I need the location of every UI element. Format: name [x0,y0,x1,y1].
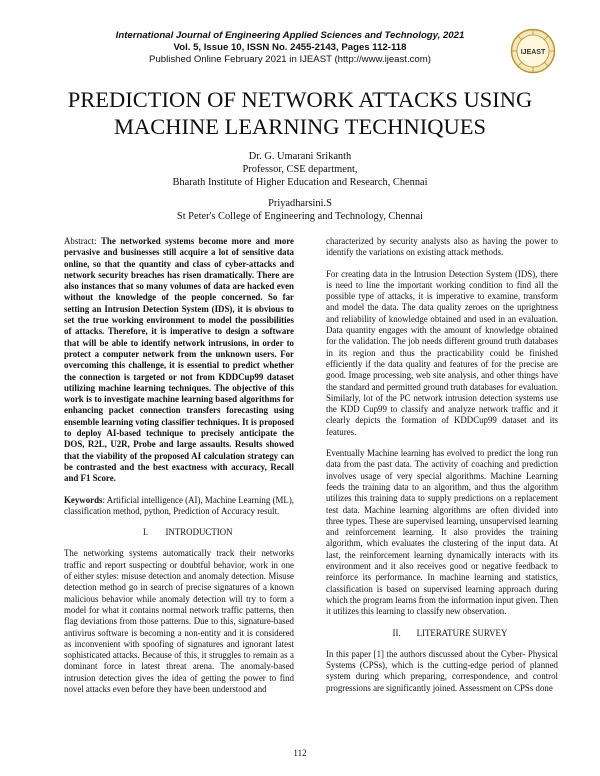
journal-volume: Vol. 5, Issue 10, ISSN No. 2455-2143, Pages 112-118 [173,42,407,53]
abstract-label: Abstract: [64,236,101,246]
keywords-label: Keywords [64,494,103,505]
right-column [326,236,558,704]
journal-published: Published Online February 2021 in IJEAST (http://www.ijeast.com) [149,54,431,65]
journal-title: International Journal of Engineering Applied Sciences and Technology, 2021 [115,30,465,41]
paper-title-line1: PREDICTION OF NETWORK ATTACKS USING [67,87,533,112]
paragraph-ids-data: For creating data in the Intrusion Detection System (IDS), there is need to line the important working condition to find all the possible type of attacks, it is imperative to examine, transform and model the data. The data quality zeroes on the uprightness and reliability of knowledge obtained and used in an evaluation. Data quantity engages with the amount of knowledge obtained for the validation. The job needs different ground truth databases in its region and thus the practicability could be finished efficiently if the data quality and features of for the precise are good. Image processing, web site analysis, and other things have the standard and permitted ground truth databases for evaluation. Similarly, lot of the PC network intrusion detection systems use the KDD Cup99 to classify and analyze network traffic and it clearly depicts the formation of KDDCup99 dataset and its features. [326,268,558,437]
paper-title-line2: MACHINE LEARNING TECHNIQUES [113,114,487,139]
svg-text:IJEAST: IJEAST [520,49,546,56]
paragraph-continuation: characterized by security analysts also as having the power to identify the variations on existing attack methods. [326,236,558,258]
abstract-body: The networked systems become more and more pervasive and businesses still acquire a lot of sensitive data online, so that the quantity and class of cyber-attacks and network security breaches has risen dramatically. There are also instances that so many volumes of data are hacked even without the knowledge of the people concerned. So far setting an Intrusion Detection System (IDS), it is obvious to set the true working environment to model the possibilities of attacks. Therefore, it is imperative to design a software that will be able to identify network intrusions, in order to protect a computer network from the unknown users. For overcoming this challenge, it is essential to predict whether the connection is targeted or not from KDDCup99 dataset utilizing machine learning techniques. The objective of this work is to investigate machine learning based algorithms for enhancing packet connection transfers forecasting using ensemble learning voting classifier techniques. It is proposed to deploy AI-based technique to precisely anticipate the DOS, R2L, U2R, Probe and large assaults. Results showed that the viability of the proposed AI calculation strategy can be contrasted and the best exactness with accuracy, Recall and F1 Score. [64,236,294,484]
section-number: I. [142,527,149,538]
keywords-body: : Artificial intelligence (AI), Machine Learning (ML), classification method, python, Prediction of Accuracy result. [64,494,294,516]
section-title: INTRODUCTION [165,527,233,538]
journal-logo-icon [510,28,556,74]
section-title: LITERATURE SURVEY [416,627,508,638]
section-number: II. [392,627,401,638]
author2-name: Priyadharsini.S [268,198,332,209]
keywords [64,495,294,518]
left-column [64,236,294,705]
abstract [64,236,294,485]
author1-name: Dr. G. Umarani Srikanth [248,151,352,162]
paragraph-literature: In this paper [1] the authors discussed about the Cyber- Physical Systems (CPSs), which is the cutting-edge period of planned system during which preparing, correspondence, and control progressions are significantly joined. Assessment on CPSs done [326,648,558,693]
author1-institution: Bharath Institute of Higher Education and Research, Chennai [172,177,428,188]
paragraph-machine-learning: Eventually Machine learning has evolved to predict the long run data from the past data. The activity of coaching and prediction involves usage of very special algorithms. Machine Learning feeds the training data to an algorithm, and thus the algorithm utilizes this training data to supply predictions on a replacement test data. Machine learning algorithms are often divided into three types. These are supervised learning, unsupervised learning and reinforcement learning. It also provides the training algorithm, which evaluates the clustering of the input data. At last, the reinforcement learning dynamically interacts with its environment and it also receives good or negative feedback to reinforce its performance. In machine learning and statistics, classification is based on supervised learning approach during which the program learns from the information input given. Then it utilizes this learning to classify new observation. [326,448,559,617]
section-heading-literature-survey [326,628,558,639]
section-heading-introduction [64,527,294,538]
author2-institution: St Peter's College of Engineering and Technology, Chennai [176,211,424,222]
page-number: 112 [293,748,307,758]
author1-role: Professor, CSE department, [242,164,358,175]
intro-paragraph: The networking systems automatically track their networks traffic and report suspecting or doubtful behavior, work in one of either styles: misuse detection and anomaly detection. Misuse detection method go in search of precise signatures of a known malicious behavior while anomaly detection will try to form a model for what it contains normal network traffic patterns, then flag deviations from those patterns. Due to this, signature-based antivirus software is becoming a non-entity and it is considered as inconvenient with spoofing of signatures and ignorant latest sophisticated attacks. Because of this, it struggles to remain as a dominant force in latest threat arena. The anomaly-based intrusion detection gives the idea of getting the power to find novel attacks even before they have been understood and [64,548,294,694]
